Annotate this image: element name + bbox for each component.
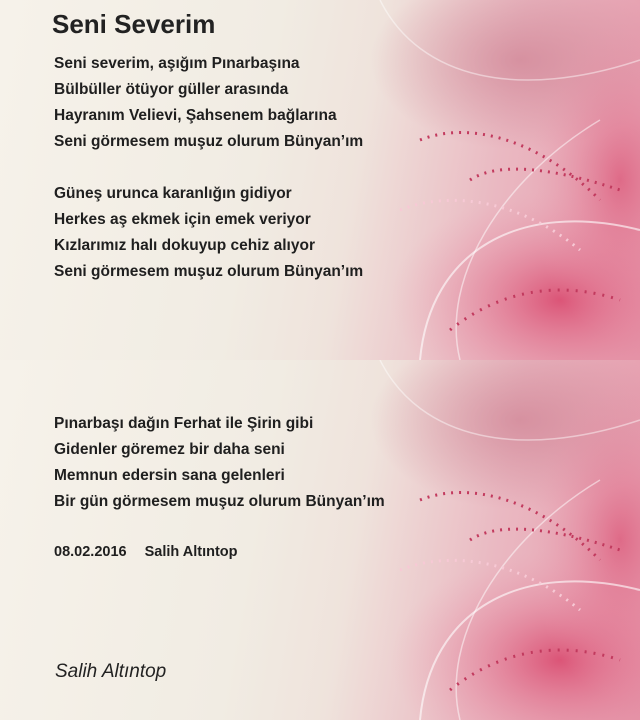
author-signature: Salih Altıntop: [55, 661, 167, 682]
poem-line: Gidenler göremez bir daha seni: [54, 441, 285, 458]
poem-line: Kızlarımız halı dokuyup cehiz alıyor: [54, 237, 315, 254]
date-author-line: [54, 544, 238, 560]
poem-line: Seni görmesem muşuz olurum Bünyan’ım: [54, 263, 364, 280]
poem-line: Pınarbaşı dağın Ferhat ile Şirin gibi: [54, 415, 314, 432]
poem-line: Hayranım Velievi, Şahsenem bağlarına: [54, 107, 337, 124]
poem-line: Bir gün görmesem muşuz olurum Bünyan’ım: [54, 493, 385, 510]
poem-line: Seni görmesem muşuz olurum Bünyan’ım: [54, 133, 364, 150]
poem-line: Memnun edersin sana gelenleri: [54, 467, 285, 484]
poem-line: Seni severim, aşığım Pınarbaşına: [54, 55, 300, 72]
poem-line: Bülbüller ötüyor güller arasında: [54, 81, 289, 98]
poem-author: Salih Altıntop: [144, 544, 238, 560]
poem-title: Seni Severim: [52, 9, 216, 39]
poem-date: 08.02.2016: [54, 544, 127, 560]
stanza-1: [54, 51, 363, 155]
poem-line: Herkes aş ekmek için emek veriyor: [54, 211, 311, 228]
stanza-2: [54, 181, 363, 285]
stanza-3: [54, 411, 385, 515]
poem-line: Güneş urunca karanlığın gidiyor: [54, 185, 292, 202]
